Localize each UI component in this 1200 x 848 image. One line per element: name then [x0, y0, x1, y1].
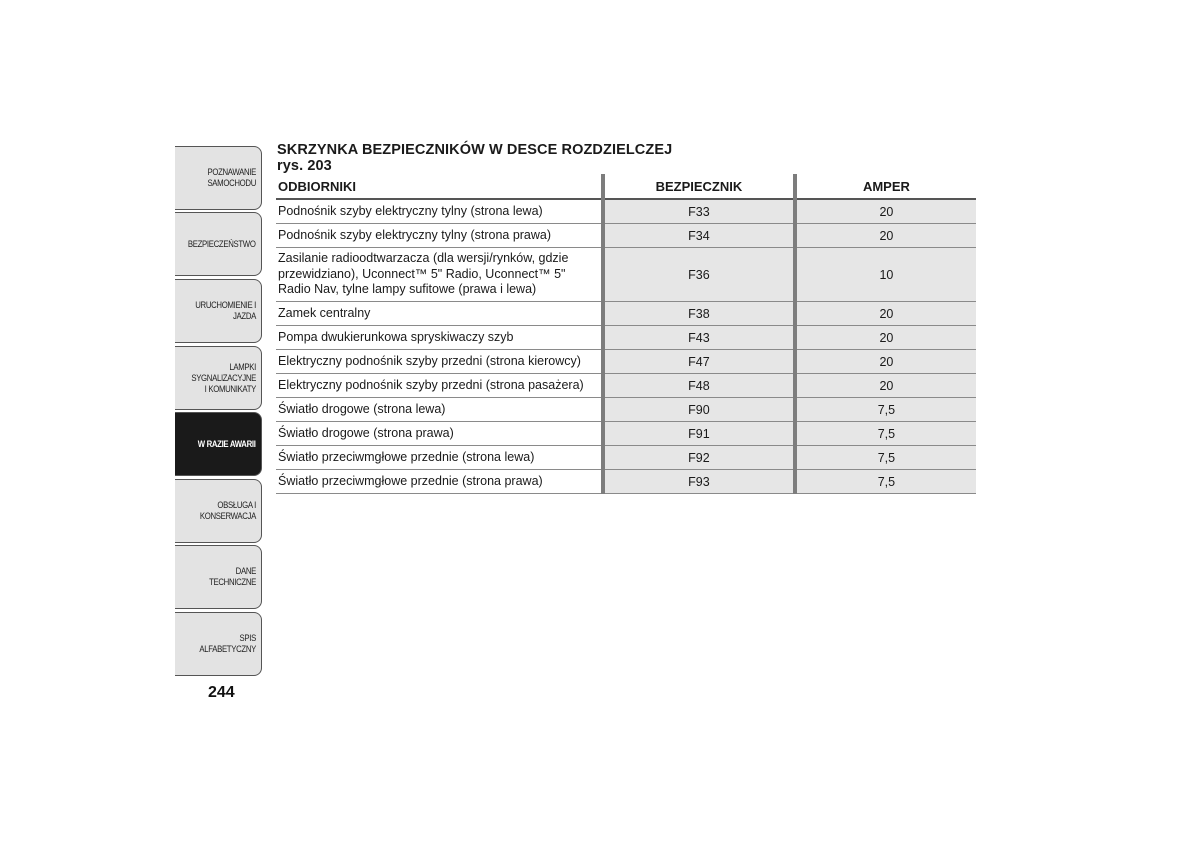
- consumer-cell: Zasilanie radioodtwarzacza (dla wersji/rynków, gdzie przewidziano), Uconnect™ 5" Radio, Uconnect™ 5" Radio Nav, tylne lampy sufitowe (prawa i lewa): [276, 248, 603, 302]
- fuse-cell: F48: [603, 374, 795, 398]
- tab-uruchomienie-i-jazda[interactable]: [175, 279, 262, 343]
- table-row: [276, 199, 976, 224]
- consumer-cell: Elektryczny podnośnik szyby przedni (strona pasażera): [276, 374, 603, 398]
- consumer-cell: Światło drogowe (strona prawa): [276, 422, 603, 446]
- fuse-cell: F34: [603, 224, 795, 248]
- column-header-amper: AMPER: [795, 174, 976, 199]
- table-row: [276, 446, 976, 470]
- tab-label: BEZPIECZEŃSTWO: [188, 238, 256, 250]
- section-title-block: [277, 142, 672, 174]
- tab-poznawanie-samochodu[interactable]: [175, 146, 262, 210]
- ampere-cell: 20: [795, 326, 976, 350]
- tab-label: URUCHOMIENIE I JAZDA: [195, 300, 256, 322]
- tab-label: W RAZIE AWARII: [198, 438, 256, 450]
- table-row: [276, 302, 976, 326]
- tab-label: OBSŁUGA I KONSERWACJA: [199, 500, 256, 522]
- consumer-cell: Podnośnik szyby elektryczny tylny (strona prawa): [276, 224, 603, 248]
- ampere-cell: 20: [795, 199, 976, 224]
- page-number: 244: [208, 684, 235, 701]
- fuse-cell: F38: [603, 302, 795, 326]
- tab-spis-alfabetyczny[interactable]: [175, 612, 262, 676]
- ampere-cell: 20: [795, 224, 976, 248]
- tab-dane-techniczne[interactable]: [175, 545, 262, 609]
- table-header-row: [276, 174, 976, 199]
- tab-w-razie-awarii[interactable]: [175, 412, 262, 476]
- tab-label: POZNAWANIE SAMOCHODU: [207, 167, 256, 189]
- consumer-cell: Światło przeciwmgłowe przednie (strona prawa): [276, 470, 603, 494]
- tab-lampki-sygnalizacyjne[interactable]: [175, 346, 262, 410]
- tab-obsluga-i-konserwacja[interactable]: [175, 479, 262, 543]
- ampere-cell: 7,5: [795, 398, 976, 422]
- tab-label: SPIS ALFABETYCZNY: [199, 633, 256, 655]
- tab-bezpieczenstwo[interactable]: [175, 212, 262, 276]
- section-title: SKRZYNKA BEZPIECZNIKÓW W DESCE ROZDZIELCZEJ: [277, 142, 673, 158]
- ampere-cell: 20: [795, 350, 976, 374]
- fuse-cell: F47: [603, 350, 795, 374]
- consumer-cell: Światło przeciwmgłowe przednie (strona lewa): [276, 446, 603, 470]
- table-row: [276, 326, 976, 350]
- fuse-cell: F43: [603, 326, 795, 350]
- table-row: [276, 224, 976, 248]
- ampere-cell: 10: [795, 248, 976, 302]
- ampere-cell: 7,5: [795, 446, 976, 470]
- fuse-cell: F91: [603, 422, 795, 446]
- table-row: [276, 248, 976, 302]
- consumer-cell: Światło drogowe (strona lewa): [276, 398, 603, 422]
- consumer-cell: Elektryczny podnośnik szyby przedni (strona kierowcy): [276, 350, 603, 374]
- figure-reference: rys. 203: [277, 158, 332, 174]
- ampere-cell: 20: [795, 374, 976, 398]
- column-header-odbiorniki: ODBIORNIKI: [276, 174, 603, 199]
- consumer-cell: Podnośnik szyby elektryczny tylny (strona lewa): [276, 199, 603, 224]
- fuse-table: [276, 174, 976, 494]
- table-row: [276, 350, 976, 374]
- table-row: [276, 374, 976, 398]
- ampere-cell: 7,5: [795, 470, 976, 494]
- column-header-bezpiecznik: BEZPIECZNIK: [603, 174, 795, 199]
- fuse-cell: F36: [603, 248, 795, 302]
- table-row: [276, 422, 976, 446]
- tab-label: DANE TECHNICZNE: [209, 566, 256, 588]
- ampere-cell: 20: [795, 302, 976, 326]
- tab-label: LAMPKI SYGNALIZACYJNE I KOMUNIKATY: [191, 361, 256, 395]
- table-row: [276, 398, 976, 422]
- fuse-cell: F93: [603, 470, 795, 494]
- table-row: [276, 470, 976, 494]
- consumer-cell: Pompa dwukierunkowa spryskiwaczy szyb: [276, 326, 603, 350]
- fuse-cell: F92: [603, 446, 795, 470]
- consumer-cell: Zamek centralny: [276, 302, 603, 326]
- fuse-cell: F90: [603, 398, 795, 422]
- ampere-cell: 7,5: [795, 422, 976, 446]
- fuse-cell: F33: [603, 199, 795, 224]
